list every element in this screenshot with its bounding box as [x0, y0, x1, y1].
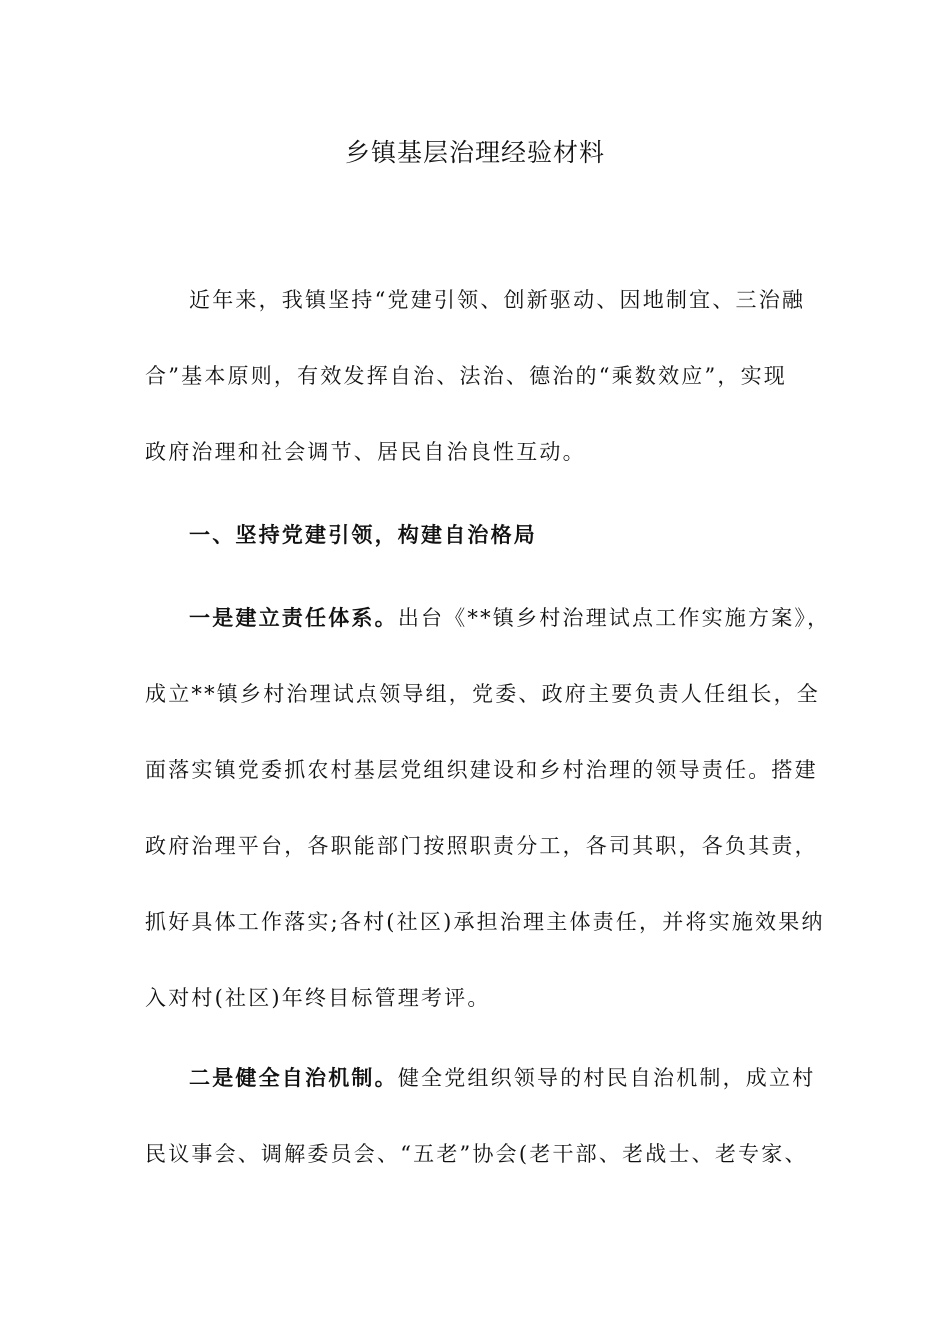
- paragraph-line: 政府治理和社会调节、居民自治良性互动。: [145, 440, 586, 464]
- item-lead: 一是建立责任体系。: [189, 606, 398, 630]
- paragraph-line: 入对村(社区)年终目标管理考评。: [145, 986, 491, 1010]
- paragraph-line: 面落实镇党委抓农村基层党组织建设和乡村治理的领导责任。搭建: [145, 758, 818, 782]
- paragraph-line: [145, 1040, 816, 1116]
- item-text: 出台《**镇乡村治理试点工作实施方案》，: [397, 606, 831, 630]
- paragraph-line: 合”基本原则，有效发挥自治、法治、德治的“乘数效应”，实现: [145, 364, 788, 388]
- section-heading: [145, 497, 805, 573]
- intro-paragraph: [145, 262, 805, 490]
- paragraph-line: 抓好具体工作落实;各村(社区)承担治理主体责任，并将实施效果纳: [145, 910, 825, 934]
- item-1-paragraph: [145, 580, 831, 1036]
- paragraph-line: [145, 580, 831, 656]
- paragraph-line: 近年来，我镇坚持“党建引领、创新驱动、因地制宜、三治融: [189, 288, 806, 312]
- paragraph-line: 民议事会、调解委员会、“五老”协会(老干部、老战士、老专家、: [145, 1142, 808, 1166]
- item-lead: 二是健全自治机制。: [189, 1066, 398, 1090]
- item-2-paragraph: [145, 1040, 816, 1192]
- paragraph-line: 成立**镇乡村治理试点领导组，党委、政府主要负责人任组长，全: [145, 682, 820, 706]
- item-text: 健全党组织领导的村民自治机制，成立村: [397, 1066, 816, 1090]
- section-heading-text: 一、坚持党建引领，构建自治格局: [189, 523, 537, 547]
- paragraph-line: 政府治理平台，各职能部门按照职责分工，各司其职，各负其责，: [145, 834, 818, 858]
- document-title: 乡镇基层治理经验材料: [344, 138, 605, 167]
